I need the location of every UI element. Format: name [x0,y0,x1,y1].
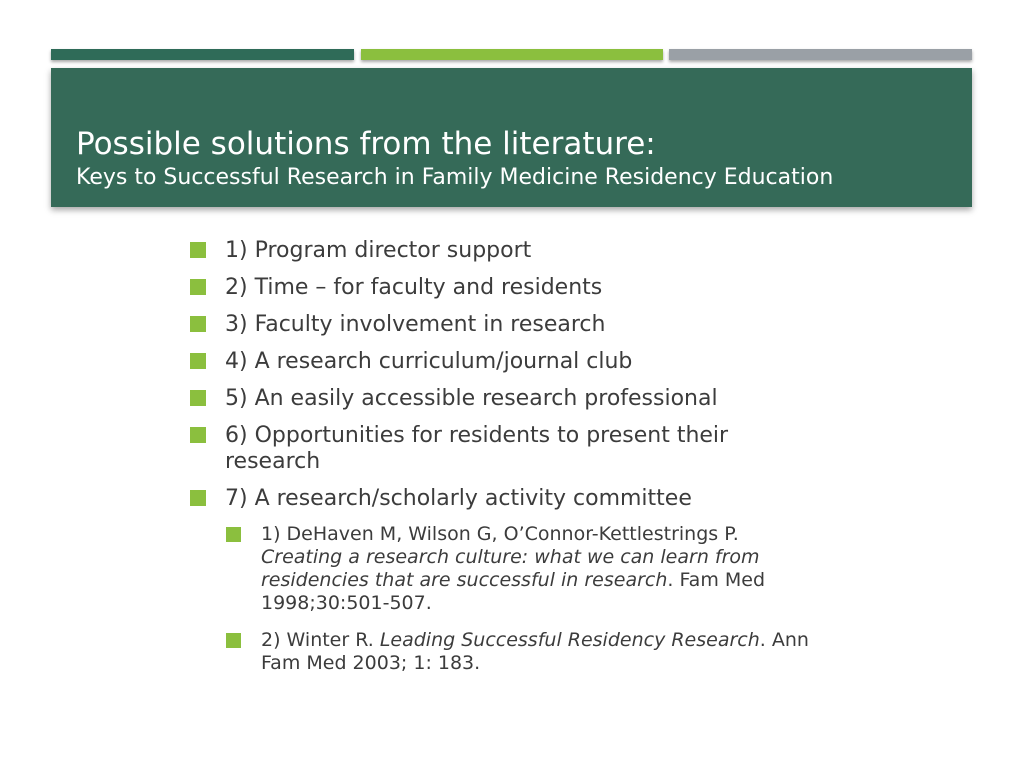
reference-title: Creating a research culture: what we can learn from residencies that are successful in research [261,546,760,591]
list-item [190,486,830,512]
slide-title: Possible solutions from the literature: [76,126,656,162]
accent-bar-green-light [361,49,663,60]
bullet-list [190,238,830,689]
square-bullet-icon [190,242,206,258]
list-item-text: 1) Program director support [225,238,532,263]
list-item-text: 6) Opportunities for residents to present their research [225,423,729,474]
list-item-text: 4) A research curriculum/journal club [225,349,633,374]
slide-subtitle: Keys to Successful Research in Family Medicine Residency Education [76,165,834,190]
accent-bar-green-dark [51,49,354,60]
list-item-text: 3) Faculty involvement in research [225,312,606,337]
list-item-text: 7) A research/scholarly activity committee [225,486,692,511]
list-item [190,238,830,264]
square-bullet-icon [226,633,241,648]
list-item-text: 2) Time – for faculty and residents [225,275,603,300]
reference-authors: 2) Winter R. [261,629,380,651]
square-bullet-icon [190,279,206,295]
title-banner [51,68,972,207]
square-bullet-icon [190,353,206,369]
reference-item [226,629,821,675]
accent-bar-gray [669,49,972,60]
square-bullet-icon [226,527,241,542]
reference-authors: 1) DeHaven M, Wilson G, O’Connor-Kettlestrings P. [261,523,739,545]
reference-citation: . Fam Med 1998;30:501-507. [261,569,766,614]
square-bullet-icon [190,390,206,406]
square-bullet-icon [190,316,206,332]
square-bullet-icon [190,427,206,443]
square-bullet-icon [190,490,206,506]
list-item [190,312,830,338]
list-item [190,275,830,301]
reference-item [226,523,771,615]
reference-title: Leading Successful Residency Research [379,629,760,651]
list-item [190,423,785,475]
list-item [190,349,830,375]
list-item [190,386,830,412]
reference-citation: . Ann Fam Med 2003; 1: 183. [261,629,809,674]
list-item-text: 5) An easily accessible research professional [225,386,718,411]
